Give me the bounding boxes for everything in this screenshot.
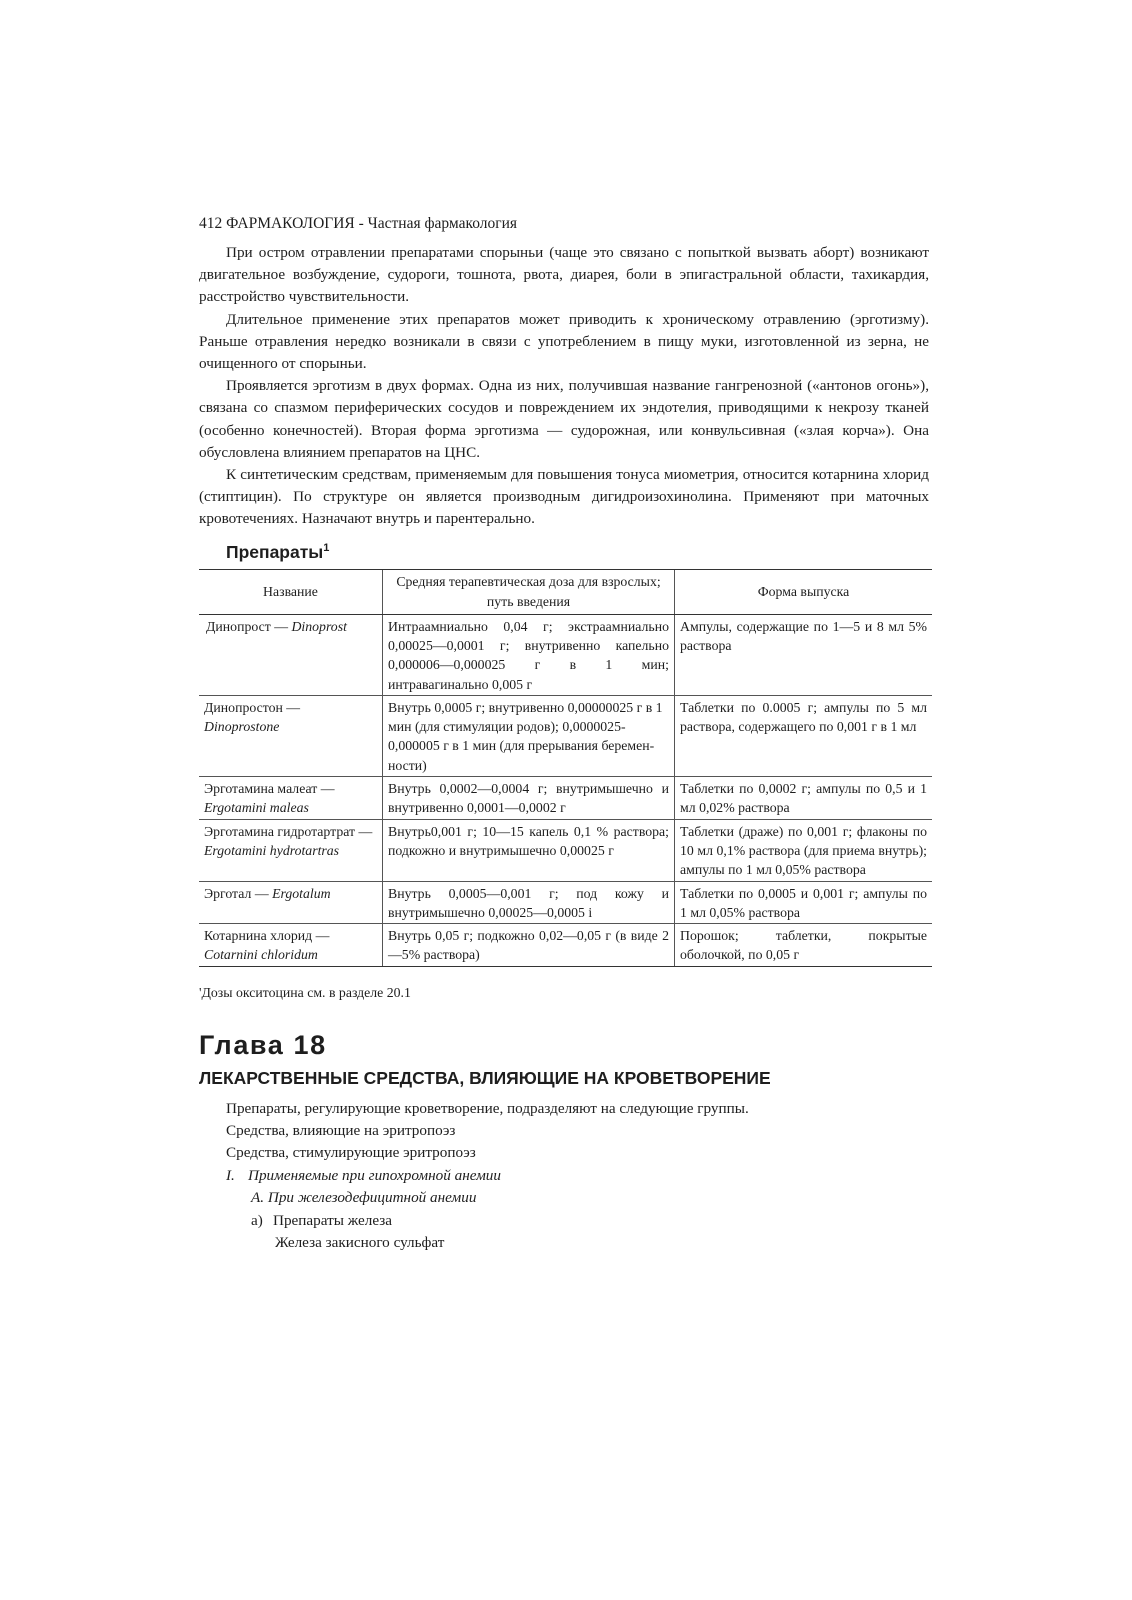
table-footnote: 'Дозы окситоцина см. в разделе 20.1 [199, 984, 411, 1000]
paragraph-ergotism-forms: Проявляется эрготизм в двух формах. Одна из них, получившая название гангренозной («антонов огонь»), связана со спазмом периферических сосудов и повреждением их эндотелия, приводящими к некрозу тканей (особенно конечностей). Вторая форма эрготизма — судорожная, или конвульсивная («злая корча»). Она обусловлена влиянием препаратов на ЦНС. [199, 377, 929, 461]
cell-drug-name [199, 695, 383, 776]
item-marker: а) [251, 1211, 263, 1229]
cell-drug-dose: Внутрь 0,0002—0,0004 г; внутримышечно и внутривенно 0,0001—0,0002 г [383, 777, 675, 820]
classification-item-I [199, 1165, 929, 1187]
drugs-section-title [226, 541, 929, 563]
table-row [199, 881, 932, 924]
paragraph-acute-poisoning: При остром отравлении препаратами спорыньи (чаще это связано с попыткой вызвать аборт) возникают двигательное возбуждение, судороги, тошнота, рвота, диарея, боли в эпигастральной области, тахикардия, расстройство чувствительности. [199, 244, 929, 306]
cell-drug-name [199, 819, 383, 881]
drug-name-text: Эрготамина гидротартрат — [204, 823, 373, 839]
table-row [199, 695, 932, 776]
table-row [199, 924, 932, 967]
drug-name-text: Эрготамина малеат — [204, 781, 335, 797]
drug-latin-name: Ergotamini maleas [204, 800, 309, 816]
column-header-form: Форма выпуска [675, 569, 933, 614]
item-marker: I. [226, 1166, 235, 1184]
table-row [199, 777, 932, 820]
cell-drug-form: Ампулы, содержащие по 1—5 и 8 мл 5% раствора [675, 614, 933, 695]
drug-name-text: Эрготал — [204, 885, 273, 901]
table-header-row [199, 569, 932, 614]
drug-latin-name: Dinoprost [291, 618, 347, 634]
cell-drug-name [199, 924, 383, 967]
classification-line-erythropoiesis: Средства, влияющие на эритропоэз [226, 1121, 456, 1139]
item-text: Применяемые при гипохромной анемии [248, 1166, 501, 1184]
cell-drug-form: Таблетки по 0,0002 г; ампулы по 0,5 и 1 мл 0,02% раствора [675, 777, 933, 820]
classification-item-A: А. При железодефицитной анемии [251, 1189, 477, 1207]
drug-name-text: Котарнина хлорид — [204, 928, 330, 944]
cell-drug-form: Таблетки по 0.0005 г; ампулы по 5 мл раствора, содержащего по 0,001 г в 1 мл [675, 695, 933, 776]
cell-drug-form: Порошок; таблетки, покрытые оболочкой, по 0,05 г [675, 924, 933, 967]
table-row [199, 819, 932, 881]
book-page [199, 214, 929, 1254]
cell-drug-dose: Внутрь 0,05 г; подкожно 0,02—0,05 г (в виде 2—5% раствора) [383, 924, 675, 967]
cell-drug-dose: Внутрь 0,0005 г; внутривенно 0,00000025 г в 1 мин (для стимуляции родов); 0,0000025-0,000005 г в 1 мин (для прерывания беременности) [383, 695, 675, 776]
column-header-name: Название [199, 569, 383, 614]
drug-name-text: Динопрост — [206, 618, 292, 634]
classification-item-iron-sulfate: Железа закисного сульфат [275, 1233, 445, 1251]
drugs-table [199, 569, 932, 967]
cell-drug-dose: Внутрь 0,0005—0,001 г; под кожу и внутримышечно 0,00025—0,0005 i [383, 881, 675, 924]
paragraph-cotarnine: К синтетическим средствам, применяемым для повышения тонуса миометрия, относится котарнина хлорид (стиптицин). По структуре он является производным дигидроизохинолина. Применяют при маточных кровотечениях. Назначают внутрь и парентерально. [199, 466, 929, 528]
drug-latin-name: Ergotamini hydrotartras [204, 842, 340, 858]
cell-drug-name [199, 881, 383, 924]
cell-drug-form: Таблетки (драже) по 0,001 г; флаконы по 10 мл 0,1% раствора (для приема внутрь); ампулы по 1 мл 0,05% раствора [675, 819, 933, 881]
item-text: Препараты железа [273, 1211, 393, 1229]
table-row [199, 614, 932, 695]
drug-latin-name: Ergotalum [272, 885, 331, 901]
drugs-section-footnote-mark: 1 [323, 541, 330, 554]
column-header-dose: Средняя терапевтическая доза для взрослых; путь введения [383, 569, 675, 614]
drugs-section-title-text: Препараты [226, 541, 324, 562]
classification-line-stimulating: Средства, стимулирующие эритропоэз [226, 1144, 476, 1162]
cell-drug-dose: Внутрь0,001 г; 10—15 капель 0,1 % раствора; подкожно и внутримышечно 0,00025 г [383, 819, 675, 881]
running-header: 412 ФАРМАКОЛОГИЯ - Частная фармакология [199, 215, 518, 232]
classification-item-a [199, 1210, 929, 1232]
cell-drug-name [199, 777, 383, 820]
chapter-intro: Препараты, регулирующие кроветворение, подразделяют на следующие группы. [226, 1099, 749, 1117]
drug-name-text: Динопростон — [204, 699, 301, 715]
chapter-label: Глава 18 [199, 1029, 327, 1060]
cell-drug-dose: Интраамниально 0,04 г; экстраамниально 0,00025—0,0001 г; внутривенно капельно 0,000006—0,000025 г в 1 мин; интравагинально 0,005 г [383, 614, 675, 695]
cell-drug-form: Таблетки по 0,0005 и 0,001 г; ампулы по 1 мл 0,05% раствора [675, 881, 933, 924]
drug-latin-name: Cotarnini chloridum [204, 947, 318, 963]
cell-drug-name [199, 614, 383, 695]
drug-latin-name: Dinoprostone [204, 719, 280, 735]
chapter-title: ЛЕКАРСТВЕННЫЕ СРЕДСТВА, ВЛИЯЮЩИЕ НА КРОВЕТВОРЕНИЕ [199, 1067, 771, 1088]
paragraph-chronic-poisoning: Длительное применение этих препаратов может приводить к хроническому отравлению (эрготизму). Раньше отравления нередко возникали в связи с употреблением в пищу муки, изготовленной из зерна, не очищенного от спорыньи. [199, 310, 929, 373]
